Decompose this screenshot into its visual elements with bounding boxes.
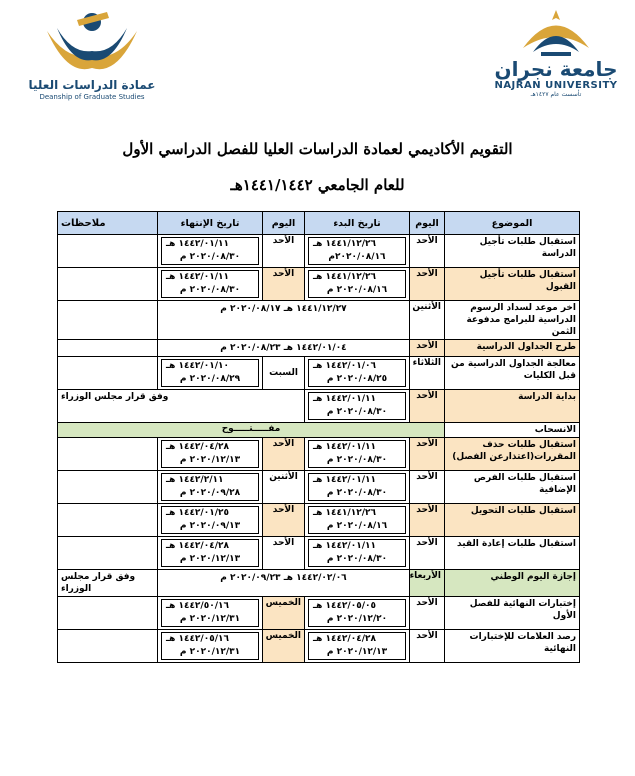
table-row — [58, 268, 580, 301]
row-end-day: الأحد — [263, 537, 305, 570]
row-topic: استقبال طلبات حذف المقررات(اعتذارعن الفصل) — [445, 438, 580, 471]
row-notes: وفق قرار مجلس الوزراء — [58, 570, 158, 597]
header-end-date: تاريخ الإنتهاء — [158, 212, 263, 235]
row-notes — [58, 357, 158, 390]
row-end-date: ١٤٤٢/٠٥/١٦ هـ ٢٠٢٠/١٢/٣١ م — [158, 630, 263, 663]
row-end-date: ١٤٤٢/٢/١١ هـ ٢٠٢٠/٠٩/٢٨ م — [158, 471, 263, 504]
row-topic: استقبال طلبات التحويل — [445, 504, 580, 537]
header-end-day: اليوم — [263, 212, 305, 235]
row-start-date: ١٤٤٢/٠٥/٠٥ هـ ٢٠٢٠/١٢/٢٠ م — [305, 597, 410, 630]
university-logo — [491, 8, 621, 118]
row-topic: الانسحاب — [445, 423, 580, 438]
row-start-day: الأحد — [410, 504, 445, 537]
row-topic: إجازة اليوم الوطني — [445, 570, 580, 597]
row-single-date: ١٤٤٢/٠١/٠٤ هـ ٢٠٢٠/٠٨/٢٣ م — [158, 340, 410, 357]
table-row — [58, 390, 580, 423]
row-end-day: الخميس — [263, 597, 305, 630]
table-row — [58, 357, 580, 390]
deanship-arabic-name: عمادة الدراسات العليا — [28, 78, 156, 92]
row-end-date: ١٤٤٢/٠٤/٢٨ هـ ٢٠٢٠/١٢/١٣ م — [158, 537, 263, 570]
row-end-date: ١٤٤٢/٥٠/١٦ هـ ٢٠٢٠/١٢/٣١ م — [158, 597, 263, 630]
row-start-date: ١٤٤٢/٠١/١١ هـ ٢٠٢٠/٠٨/٣٠ م — [305, 537, 410, 570]
table-row — [58, 423, 580, 438]
header-start-day: اليوم — [410, 212, 445, 235]
row-start-date: ١٤٤١/١٢/٢٦ هـ ٢٠٢٠/٠٨/١٦ م — [305, 268, 410, 301]
row-notes: وفق قرار مجلس الوزراء — [58, 390, 305, 423]
row-end-day: الأحد — [263, 268, 305, 301]
row-start-day: الأحد — [410, 438, 445, 471]
deanship-emblem-icon — [37, 6, 147, 76]
row-start-date: ١٤٤١/١٢/٢٦ هـ ٢٠٢٠/٠٨/١٦م — [305, 235, 410, 268]
row-end-day: الأحد — [263, 504, 305, 537]
table-row — [58, 340, 580, 357]
academic-calendar-table — [57, 211, 580, 663]
row-notes — [58, 630, 158, 663]
header-topic: الموضوع — [445, 212, 580, 235]
row-topic: بداية الدراسة — [445, 390, 580, 423]
row-start-day: الأحد — [410, 268, 445, 301]
table-row — [58, 301, 580, 340]
row-topic: استقبال طلبات تأجيل الدراسة — [445, 235, 580, 268]
row-start-day: الأثنين — [410, 301, 445, 340]
row-notes — [58, 235, 158, 268]
university-emblem-icon — [511, 8, 601, 58]
row-notes — [58, 471, 158, 504]
row-single-date: ١٤٤٢/٠٢/٠٦ هـ ٢٠٢٠/٠٩/٢٣ م — [158, 570, 410, 597]
row-topic: استقبال طلبات إعادة القيد — [445, 537, 580, 570]
table-row — [58, 597, 580, 630]
table-row — [58, 438, 580, 471]
table-row — [58, 504, 580, 537]
table-row — [58, 570, 580, 597]
row-start-day: الأحد — [410, 390, 445, 423]
university-tagline: تأسست عام ١٤٢٧هـ — [530, 91, 582, 98]
deanship-english-name: Deanship of Graduate Studies — [39, 93, 145, 101]
deanship-logo — [22, 6, 162, 116]
row-topic: استقبال طلبات الفرص الإضافية — [445, 471, 580, 504]
row-topic: إختبارات النهائية للفصل الأول — [445, 597, 580, 630]
row-topic: استقبال طلبات تأجيل القبول — [445, 268, 580, 301]
row-end-day: الأثنين — [263, 471, 305, 504]
row-topic: معالجة الجداول الدراسية من قبل الكليات — [445, 357, 580, 390]
page-title: التقويم الأكاديمي لعمادة الدراسات العليا للفصل الدراسي الأول — [122, 140, 513, 158]
row-end-date: ١٤٤٢/٠١/١١ هـ ٢٠٢٠/٠٨/٣٠ م — [158, 268, 263, 301]
row-start-day: الأربعاء — [410, 570, 445, 597]
row-open-status: مفـــــتـــــوح — [58, 423, 445, 438]
row-start-day: الأحد — [410, 630, 445, 663]
row-start-date: ١٤٤١/١٢/٢٦ هـ ٢٠٢٠/٠٨/١٦ م — [305, 504, 410, 537]
row-end-date: ١٤٤٢/٠٤/٢٨ هـ ٢٠٢٠/١٢/١٣ م — [158, 438, 263, 471]
table-row — [58, 235, 580, 268]
row-notes — [58, 438, 158, 471]
university-arabic-name: جامعة نجران — [494, 57, 618, 81]
row-end-day: الخميس — [263, 630, 305, 663]
header-start-date: تاريخ البدء — [305, 212, 410, 235]
row-end-day: السبت — [263, 357, 305, 390]
row-start-day: الأحد — [410, 340, 445, 357]
table-header-row — [58, 212, 580, 235]
row-end-day: الأحد — [263, 438, 305, 471]
table-row — [58, 630, 580, 663]
row-notes — [58, 537, 158, 570]
university-english-name: NAJRAN UNIVERSITY — [494, 80, 618, 91]
row-single-date: ١٤٤١/١٢/٢٧ هـ ٢٠٢٠/٠٨/١٧ م — [158, 301, 410, 340]
row-end-date: ١٤٤٢/٠١/١٠ هـ ٢٠٢٠/٠٨/٢٩ م — [158, 357, 263, 390]
row-start-day: الأحد — [410, 537, 445, 570]
row-start-date: ١٤٤٢/٠١/١١ هـ ٢٠٢٠/٠٨/٣٠ م — [305, 471, 410, 504]
row-topic: اخر موعد لسداد الرسوم الدراسية للبرامج مدفوعة الثمن — [445, 301, 580, 340]
row-start-day: الأحد — [410, 235, 445, 268]
row-start-day: الثلاثاء — [410, 357, 445, 390]
row-topic: طرح الجداول الدراسية — [445, 340, 580, 357]
row-notes — [58, 301, 158, 340]
row-notes — [58, 504, 158, 537]
row-start-day: الأحد — [410, 471, 445, 504]
row-notes — [58, 268, 158, 301]
table-row — [58, 471, 580, 504]
row-end-day: الأحد — [263, 235, 305, 268]
row-start-date: ١٤٤٢/٠٤/٢٨ هـ ٢٠٢٠/١٢/١٣ م — [305, 630, 410, 663]
row-topic: رصد العلامات للإختبارات النهائية — [445, 630, 580, 663]
table-row — [58, 537, 580, 570]
row-end-date: ١٤٤٢/٠١/٢٥ هـ ٢٠٢٠/٠٩/١٣ م — [158, 504, 263, 537]
header-notes: ملاحظات — [58, 212, 158, 235]
row-start-date: ١٤٤٢/٠١/١١ هـ ٢٠٢٠/٠٨/٣٠ م — [305, 438, 410, 471]
row-start-day: الأحد — [410, 597, 445, 630]
row-notes — [58, 597, 158, 630]
row-start-date: ١٤٤٢/٠١/٠٦ هـ ٢٠٢٠/٠٨/٢٥ م — [305, 357, 410, 390]
row-end-date: ١٤٤٢/٠١/١١ هـ ٢٠٢٠/٠٨/٣٠ م — [158, 235, 263, 268]
row-start-date: ١٤٤٢/٠١/١١ هـ ٢٠٢٠/٠٨/٣٠ م — [305, 390, 410, 423]
page-subtitle: للعام الجامعي ١٤٤١/١٤٤٢هـ — [230, 176, 405, 194]
row-notes — [58, 340, 158, 357]
